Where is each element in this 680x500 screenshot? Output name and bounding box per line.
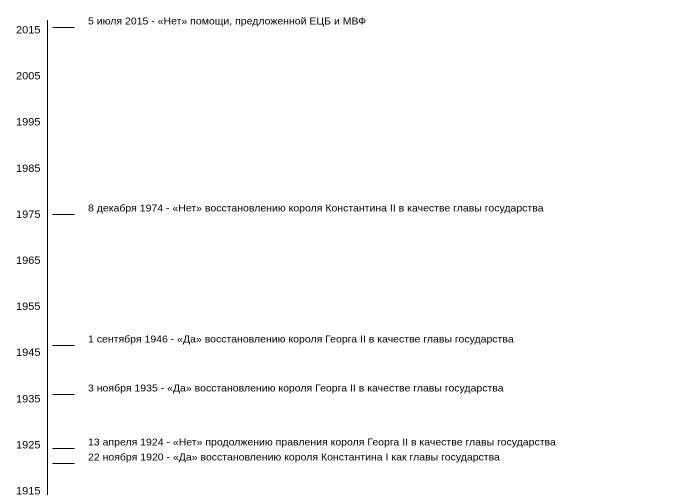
- y-tick-label: 2005: [16, 70, 41, 83]
- y-tick-label: 2015: [16, 24, 41, 37]
- y-tick-label: 1975: [16, 208, 41, 221]
- timeline-event: [53, 437, 556, 449]
- y-tick-label: 1935: [16, 393, 41, 406]
- event-label: 5 июля 2015 - «Нет» помощи, предложенной ЕЦБ и МВФ: [88, 15, 367, 28]
- event-label: 22 ноября 1920 - «Да» восстановлению короля Константина I как главы государства: [88, 451, 500, 464]
- event-label: 8 декабря 1974 - «Нет» восстановлению короля Константина II в качестве главы государства: [88, 202, 544, 215]
- timeline-event: [53, 16, 367, 28]
- timeline-event: [53, 452, 501, 464]
- y-tick-label: 1925: [16, 439, 41, 452]
- events: [53, 16, 556, 464]
- y-tick-label: 1995: [16, 116, 41, 129]
- y-tick-label: 1955: [16, 301, 41, 314]
- y-tick-label: 1945: [16, 347, 41, 360]
- y-tick-label: 1965: [16, 255, 41, 267]
- y-tick-label: 1915: [16, 485, 41, 498]
- axis-ticks: [16, 25, 40, 498]
- y-tick-label: 1985: [16, 162, 41, 175]
- timeline-event: [53, 334, 514, 346]
- event-label: 3 ноября 1935 - «Да» восстановлению короля Георга II в качестве главы государства: [88, 382, 504, 395]
- timeline-event: [53, 383, 504, 395]
- timeline-event: [53, 203, 544, 215]
- event-label: 1 сентября 1946 - «Да» восстановлению короля Георга II в качестве главы государства: [88, 333, 514, 346]
- event-label: 13 апреля 1924 - «Нет» продолжению правления короля Георга II в качестве главы государства: [88, 436, 556, 449]
